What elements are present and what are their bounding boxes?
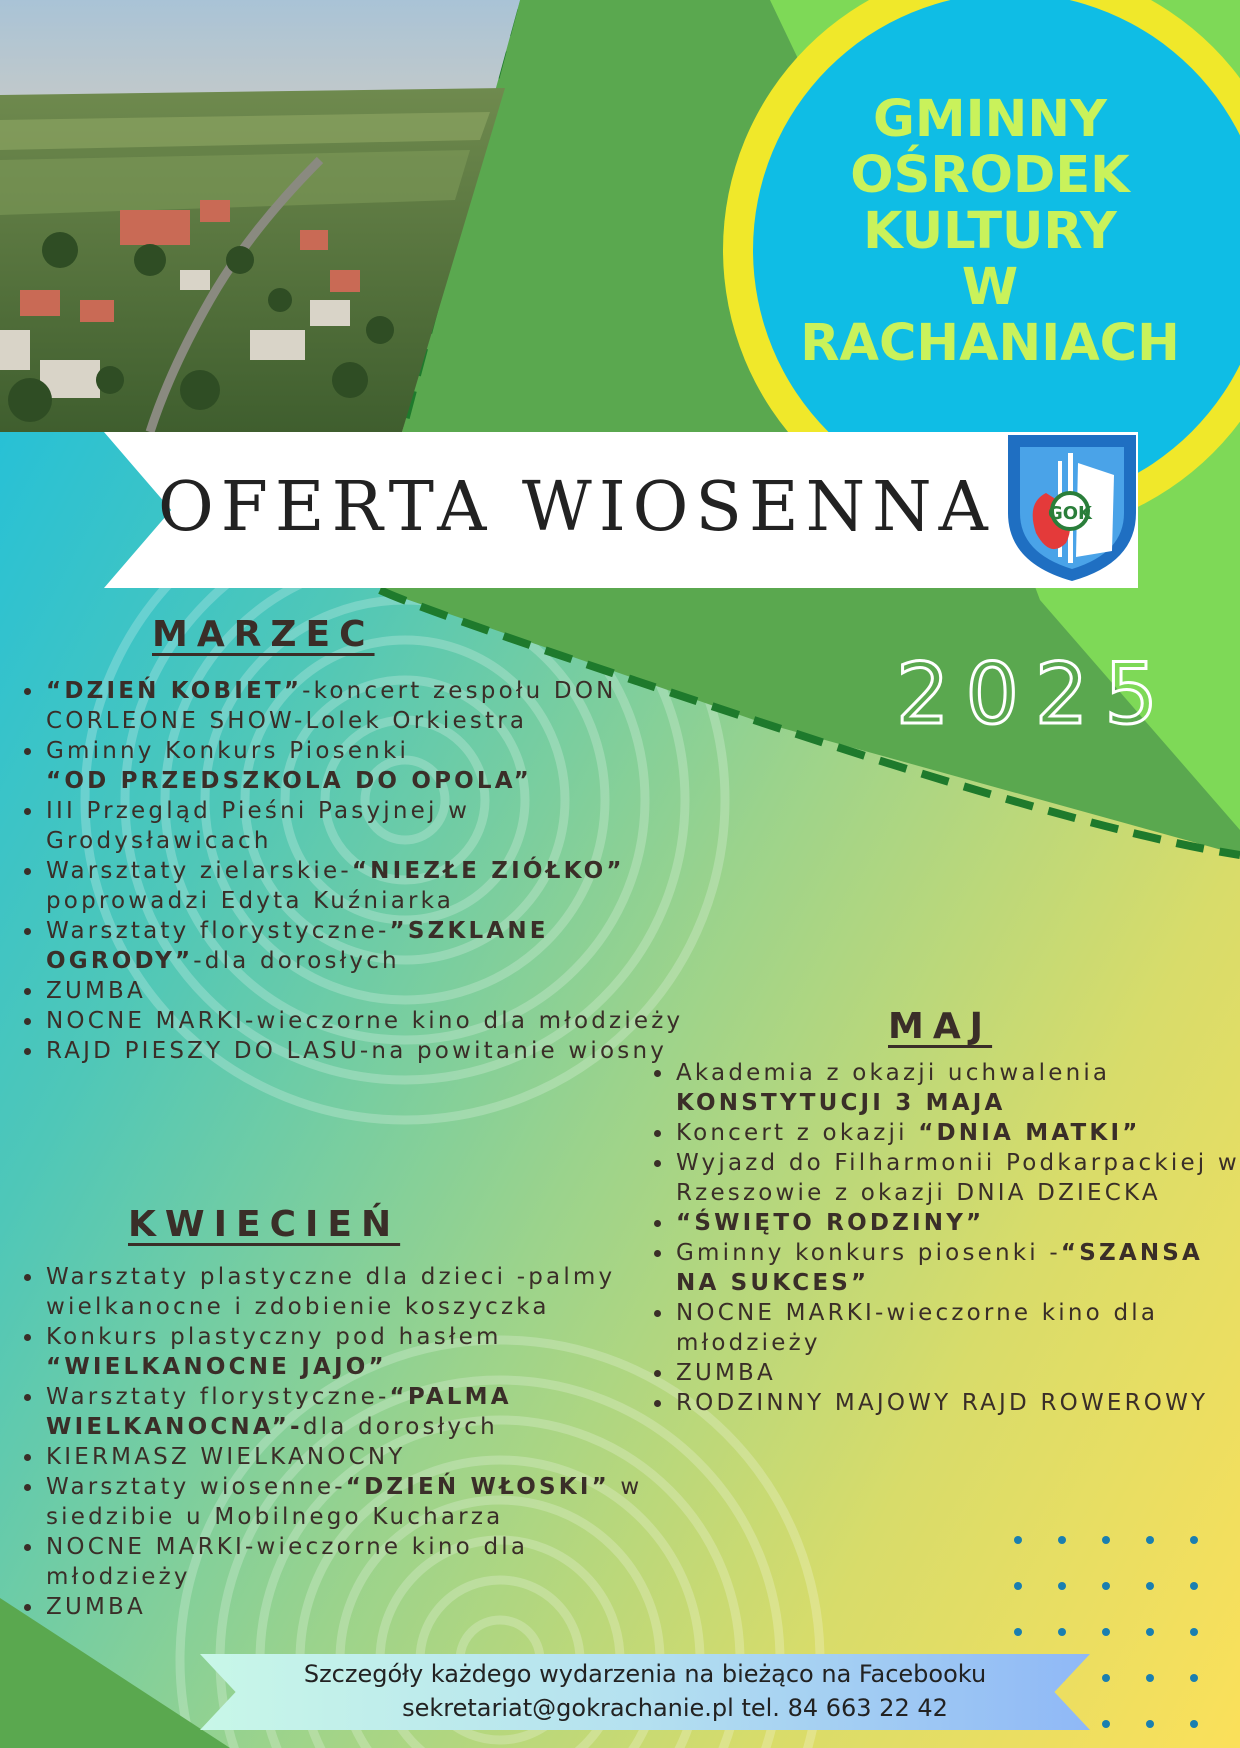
april-list: [22, 1262, 644, 1622]
list-item: • Koncert z okazji “DNIA MATKI”: [674, 1118, 1240, 1148]
list-item: • Akademia z okazji uchwalenia KONSTYTUCJI 3 MAJA: [674, 1058, 1240, 1118]
footer-contact: sekretariat@gokrachanie.pl tel. 84 663 22 42: [402, 1694, 948, 1722]
list-item: • III Przegląd Pieśni Pasyjnej w Grodysławicach: [44, 796, 684, 856]
list-item: • “ŚWIĘTO RODZINY”: [674, 1208, 1240, 1238]
organization-title-line: RACHANIACH: [800, 314, 1180, 373]
list-item: • NOCNE MARKI-wieczorne kino dla młodzieży: [44, 1532, 644, 1592]
section-title-may: MAJ: [888, 1006, 993, 1047]
list-item: • Gminny konkurs piosenki -“SZANSA NA SUKCES”: [674, 1238, 1240, 1298]
may-list: [652, 1058, 1240, 1418]
organization-title: [690, 92, 1240, 372]
organization-title-line: W: [961, 258, 1019, 317]
list-item: • ZUMBA: [44, 976, 684, 1006]
section-title-april: KWIECIEŃ: [128, 1204, 401, 1245]
list-item: • Warsztaty zielarskie-“NIEZŁE ZIÓŁKO” poprowadzi Edyta Kuźniarka: [44, 856, 684, 916]
list-item: • “DZIEŃ KOBIET”-koncert zespołu DON CORLEONE SHOW-Lolek Orkiestra: [44, 676, 684, 736]
list-item: • Warsztaty florystyczne-”SZKLANE OGRODY”-dla dorosłych: [44, 916, 684, 976]
banner-title: OFERTA WIOSENNA: [158, 468, 995, 547]
aerial-town-photo: [0, 0, 530, 432]
list-item: • RAJD PIESZY DO LASU-na powitanie wiosny: [44, 1036, 684, 1066]
list-item: • RODZINNY MAJOWY RAJD ROWEROWY: [674, 1388, 1240, 1418]
gok-crest-logo: [1006, 433, 1138, 583]
footer-facebook-note: Szczegóły każdego wydarzenia na bieżąco na Facebooku: [303, 1660, 987, 1688]
list-item: • NOCNE MARKI-wieczorne kino dla młodzieży: [44, 1006, 684, 1036]
list-item: • Wyjazd do Filharmonii Podkarpackiej w Rzeszowie z okazji DNIA DZIECKA: [674, 1148, 1240, 1208]
list-item: • ZUMBA: [674, 1358, 1240, 1388]
list-item: • Warsztaty plastyczne dla dzieci -palmy wielkanocne i zdobienie koszyczka: [44, 1262, 644, 1322]
list-item: • NOCNE MARKI-wieczorne kino dla młodzieży: [674, 1298, 1240, 1358]
list-item: • Konkurs plastyczny pod hasłem “WIELKANOCNE JAJO”: [44, 1322, 644, 1382]
list-item: • Warsztaty florystyczne-“PALMA WIELKANOCNA”-dla dorosłych: [44, 1382, 644, 1442]
organization-title-line: KULTURY: [863, 202, 1117, 261]
organization-title-line: GMINNY: [873, 90, 1107, 149]
list-item: • KIERMASZ WIELKANOCNY: [44, 1442, 644, 1472]
section-title-march: MARZEC: [152, 614, 375, 655]
list-item: • Warsztaty wiosenne-“DZIEŃ WŁOSKI” w siedzibie u Mobilnego Kucharza: [44, 1472, 644, 1532]
list-item: • Gminny Konkurs Piosenki “OD PRZEDSZKOLA DO OPOLA”: [44, 736, 684, 796]
year: 2025: [896, 645, 1174, 743]
organization-title-line: OŚRODEK: [850, 146, 1130, 205]
svg-text:GOK: GOK: [1047, 503, 1093, 524]
march-list: [22, 676, 684, 1066]
list-item: • ZUMBA: [44, 1592, 644, 1622]
